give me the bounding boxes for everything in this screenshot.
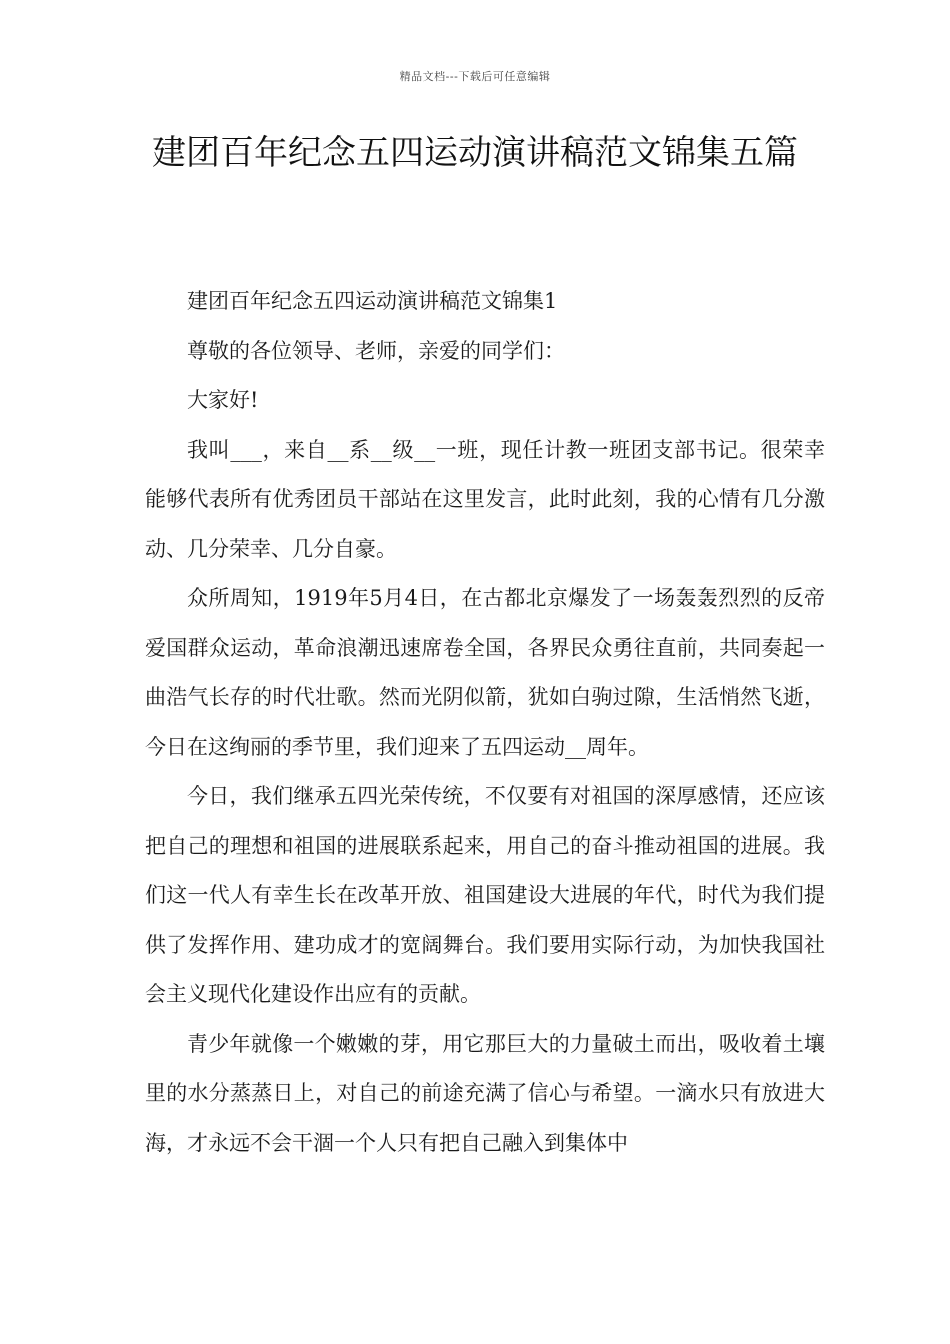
paragraph-introduction: 我叫___，来自__系__级__一班，现任计教一班团支部书记。很荣幸能够代表所有优秀团员干部站在这里发言，此时此刻，我的心情有几分激动、几分荣幸、几分自豪。 bbox=[145, 437, 825, 561]
page-header-note: 精品文档---下载后可任意编辑 bbox=[399, 70, 551, 83]
document-title: 建团百年纪念五四运动演讲稿范文锦集五篇 bbox=[152, 133, 798, 173]
paragraph-greeting: 大家好! bbox=[187, 388, 259, 412]
paragraph-subtitle: 建团百年纪念五四运动演讲稿范文锦集1 bbox=[187, 289, 558, 313]
paragraph-inheritance: 今日，我们继承五四光荣传统，不仅要有对祖国的深厚感情，还应该把自己的理想和祖国的进展联系起来，用自己的奋斗推动祖国的进展。我们这一代人有幸生长在改革开放、祖国建设大进展的年代，时代为我们提供了发挥作用、建功成才的宽阔舞台。我们要用实际行动，为加快我国社会主义现代化建设作出应有的贡献。 bbox=[145, 784, 825, 1006]
paragraph-youth: 青少年就像一个嫩嫩的芽，用它那巨大的力量破土而出，吸收着土壤里的水分蒸蒸日上，对自己的前途充满了信心与希望。一滴水只有放进大海，才永远不会干涸一个人只有把自己融入到集体中 bbox=[145, 1031, 825, 1155]
paragraph-salutation: 尊敬的各位领导、老师，亲爱的同学们： bbox=[187, 338, 565, 363]
paragraph-history: 众所周知，1919年5月4日，在古都北京爆发了一场轰轰烈烈的反帝爱国群众运动，革命浪潮迅速席卷全国，各界民众勇往直前，共同奏起一曲浩气长存的时代壮歌。然而光阴似箭，犹如白驹过隙，生活悄然飞逝，今日在这绚丽的季节里，我们迎来了五四运动__周年。 bbox=[145, 586, 825, 759]
document-body bbox=[145, 277, 825, 1168]
